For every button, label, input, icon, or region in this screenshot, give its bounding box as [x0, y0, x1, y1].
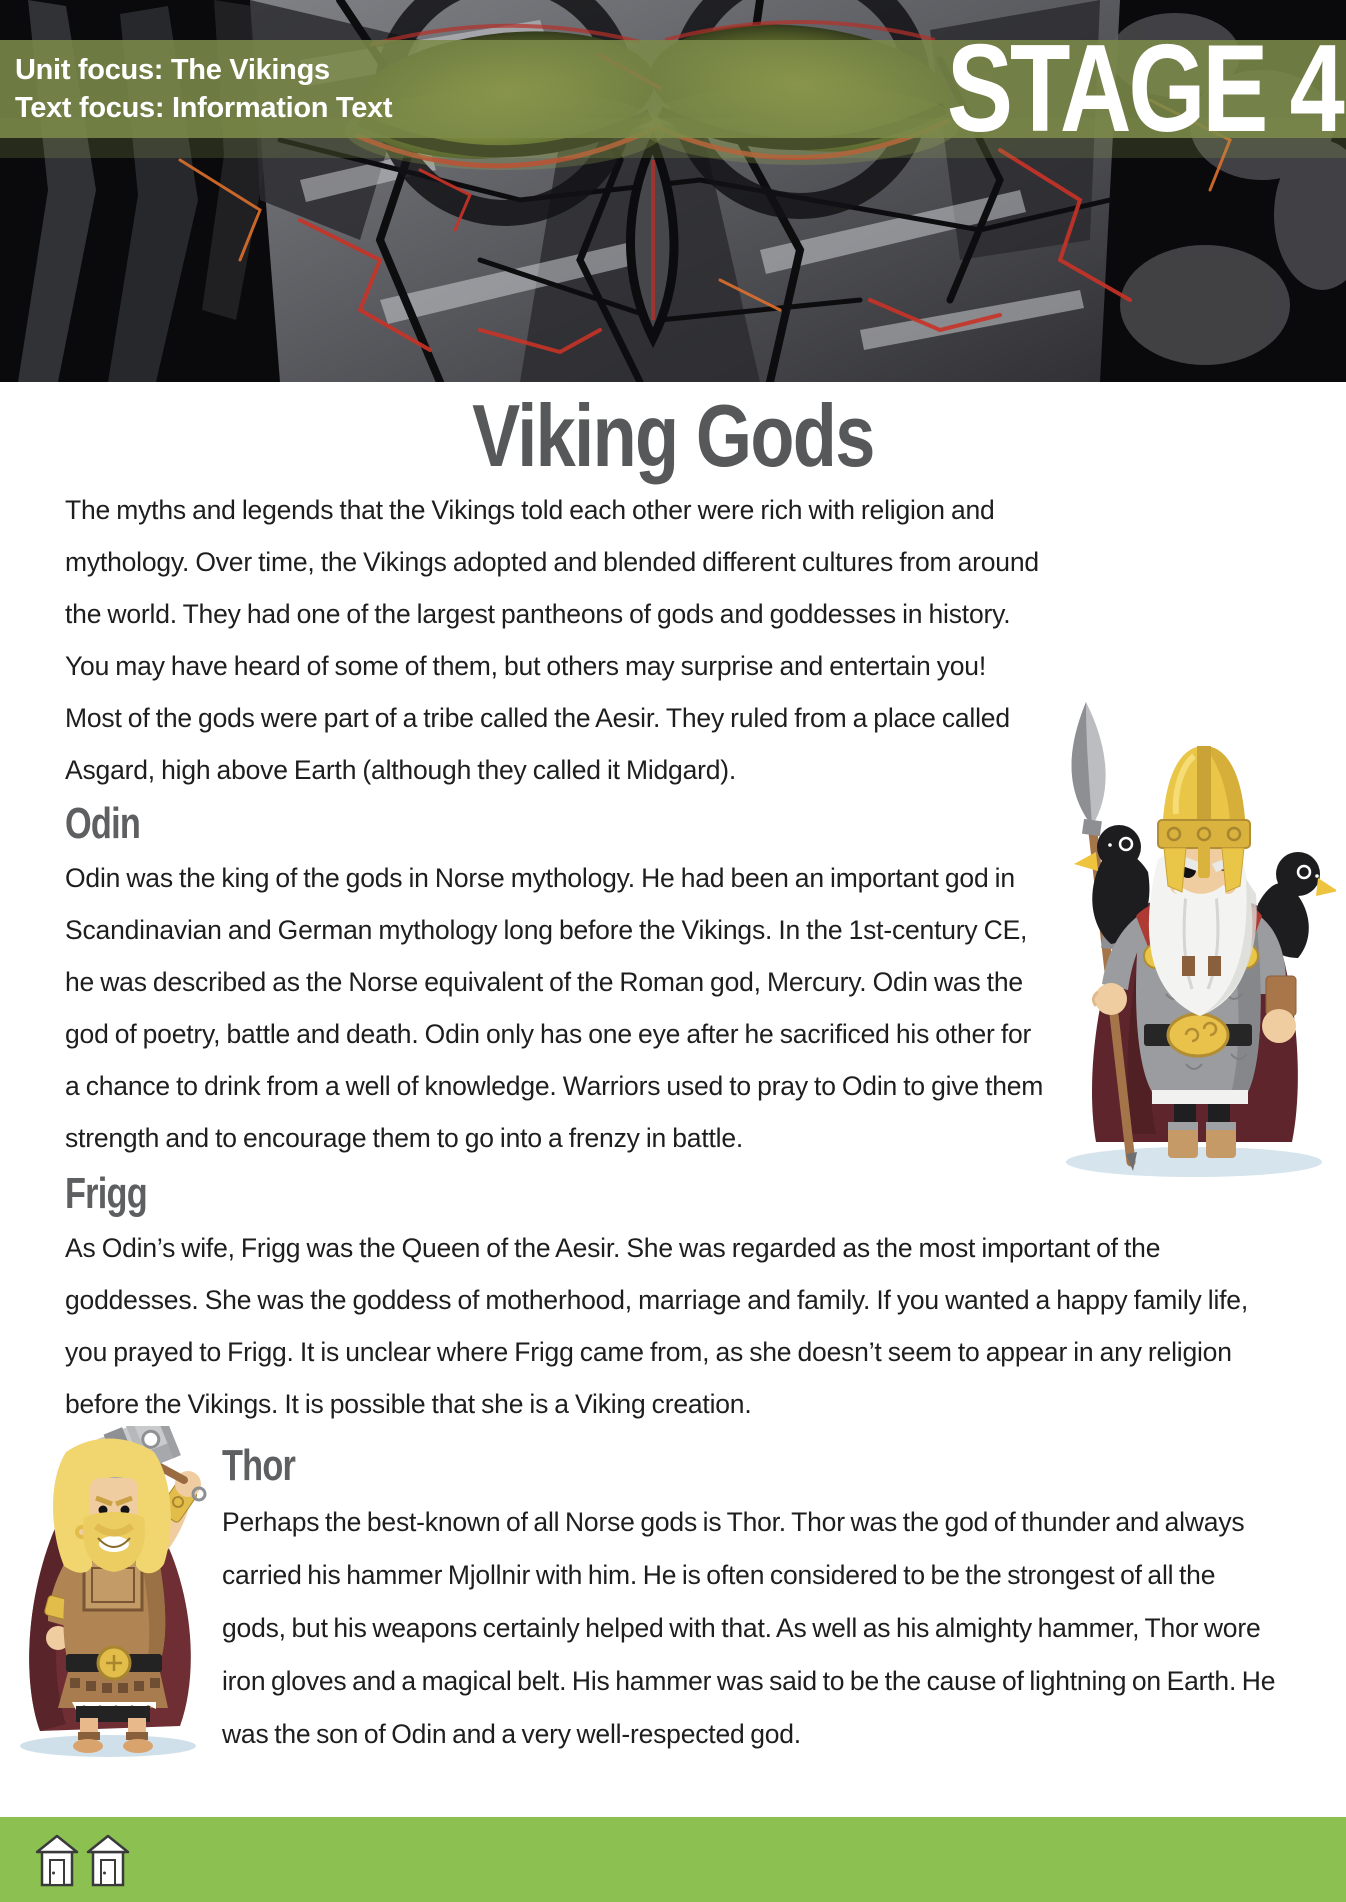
cartoon-thor — [8, 1426, 218, 1761]
hero-header — [0, 0, 1346, 382]
house-icons — [35, 1833, 130, 1889]
cartoon-odin — [1036, 694, 1336, 1184]
page-title: Viking Gods — [472, 386, 874, 485]
unit-focus-label: Unit focus: The Vikings — [15, 54, 330, 86]
odin-illustration — [1046, 694, 1281, 1174]
header-band — [0, 20, 1346, 158]
thor-section — [65, 1441, 1281, 1761]
heading-thor: Thor — [222, 1441, 296, 1490]
thor-paragraph: Perhaps the best-known of all Norse gods is Thor. Thor was the god of thunder and always carried his hammer Mjollnir with him. He is often considered to be the strongest of all the gods, but his weapons certainly helped with that. As well as his almighty hammer, Thor wore iron gloves and a magical belt. His hammer was said to be the cause of lightning on Earth. He was the son of Odin and a very well-respected god. — [222, 1507, 1276, 1749]
house-icon — [86, 1833, 130, 1889]
stage-label: STAGE 4 — [946, 20, 1342, 158]
odin-hand — [1095, 983, 1127, 1015]
intro-paragraph: The myths and legends that the Vikings told each other were rich with religion and mythology. Over time, the Vikings adopted and blended different cultures from around the world. They had one of the largest pantheons of gods and goddesses in history. You may have heard of some of them, but others may surprise and entertain you! Most of the gods were part of a tribe called the Aesir. They ruled from a place called Asgard, high above Earth (although they called it Midgard). — [65, 495, 1039, 785]
article — [0, 386, 1346, 1761]
heading-frigg: Frigg — [65, 1169, 147, 1218]
thor-foot — [123, 1739, 153, 1753]
thor-shadow — [20, 1735, 196, 1757]
odin-paragraph: Odin was the king of the gods in Norse mythology. He had been an important god in Scandinavian and German mythology long before the Vikings. In the 1st-century CE, he was described as the Norse equivalent of the Roman god, Mercury. Odin was the god of poetry, battle and death. Odin only has one eye after he sacrificed his other for a chance to drink from a well of knowledge. Warriors used to pray to Odin to give them strength and to encourage them to go into a frenzy in battle. — [65, 863, 1044, 1153]
thor-illustration — [8, 1444, 222, 1762]
footer-bar — [0, 1817, 1346, 1902]
thor-foot — [73, 1739, 103, 1753]
heading-odin: Odin — [65, 799, 141, 848]
text-focus-label: Text focus: Information Text — [15, 92, 393, 124]
frigg-paragraph: As Odin’s wife, Frigg was the Queen of the Aesir. She was regarded as the most important of the goddesses. She was the goddess of motherhood, marriage and family. If you wanted a happy family life, you prayed to Frigg. It is unclear where Frigg came from, as she doesn’t seem to appear in any religion before the Vikings. It is possible that she is a Viking creation. — [65, 1233, 1248, 1419]
focus-labels — [0, 51, 392, 127]
house-icon — [35, 1833, 79, 1889]
